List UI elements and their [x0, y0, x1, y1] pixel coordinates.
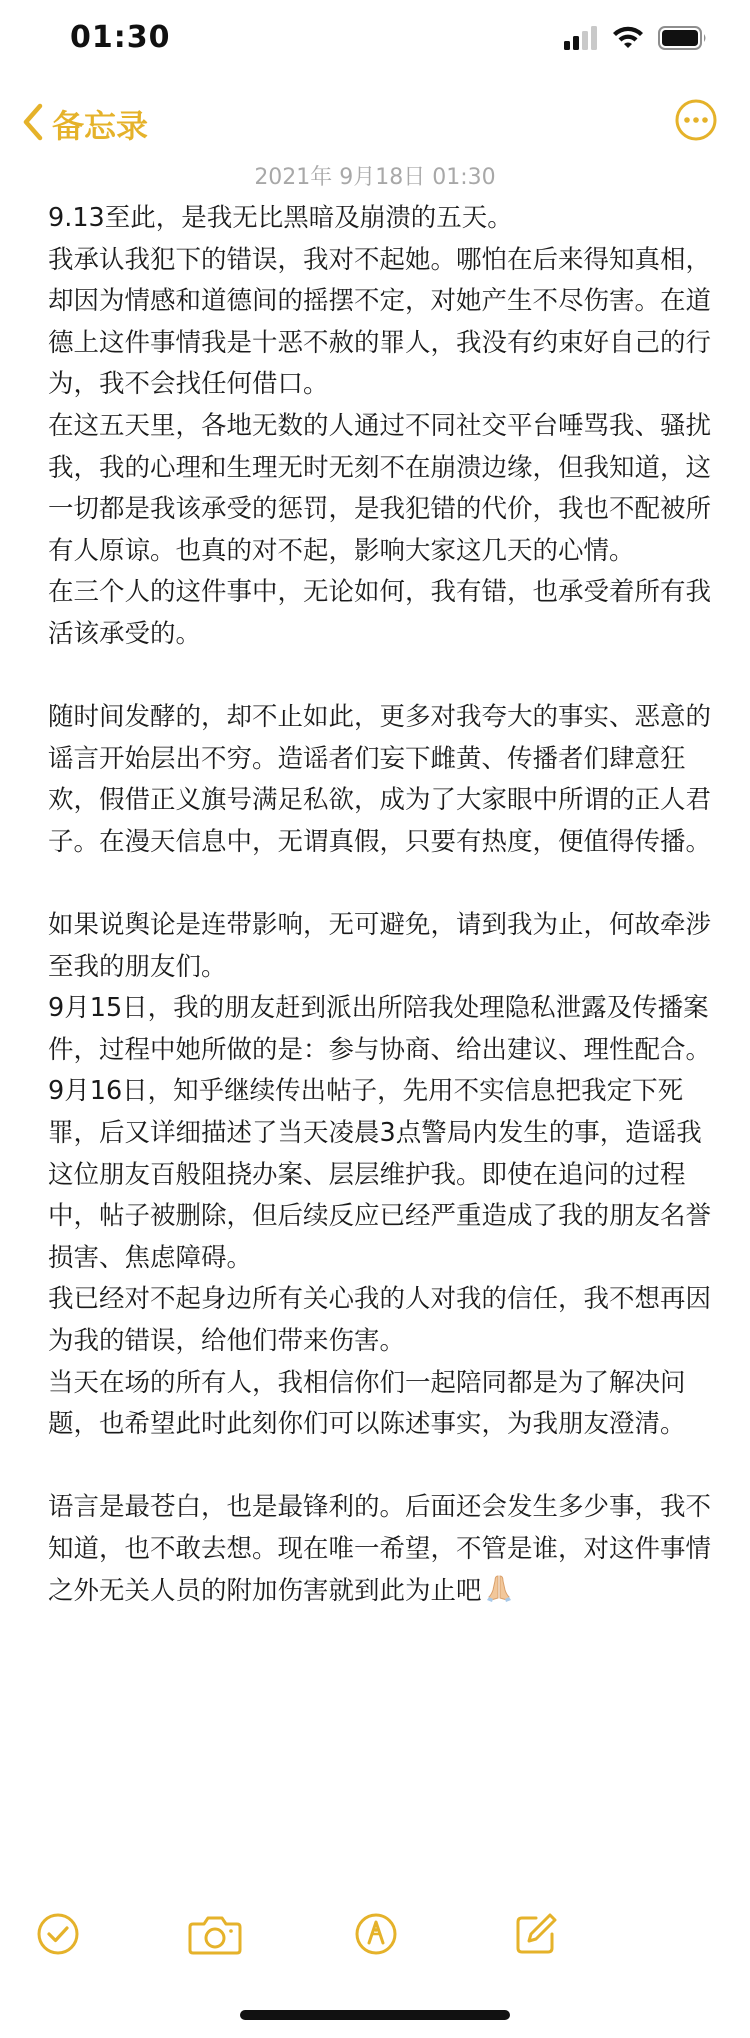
camera-icon	[186, 1943, 244, 1962]
note-body[interactable]	[48, 198, 713, 1616]
bottom-toolbar	[0, 1910, 750, 1974]
note-line-last	[48, 1487, 713, 1616]
checklist-icon	[34, 1943, 82, 1962]
note-line: 9.13至此，是我无比黑暗及崩溃的五天。	[48, 203, 513, 233]
note-blank-line	[48, 656, 713, 698]
note-date: 2021年 9月18日 01:30	[254, 165, 496, 190]
signal-icon	[564, 26, 598, 54]
note-line: 当天在场的所有人，我相信你们一起陪同都是为了解决问题，也希望此时此刻你们可以陈述事实，为我朋友澄清。	[48, 1367, 686, 1440]
status-icons	[564, 26, 708, 54]
compose-icon	[512, 1943, 560, 1962]
note-line: 我承认我犯下的错误，我对不起她。哪怕在后来得知真相，却因为情感和道德间的摇摆不定，对她产生不尽伤害。在道德上这件事情我是十恶不赦的罪人，我没有约束好自己的行为，我不会找任何借口。	[48, 244, 712, 400]
note-line: 在三个人的这件事中，无论如何，我有错，也承受着所有我活该承受的。	[48, 577, 712, 649]
compose-button[interactable]	[512, 1910, 560, 1958]
back-label: 备忘录	[52, 107, 149, 145]
note-line: 随时间发酵的，却不止如此，更多对我夸大的事实、恶意的谣言开始层出不穷。造谣者们妄下雌黄、传播者们肆意狂欢，假借正义旗号满足私欲，成为了大家眼中所谓的正人君子。在漫天信息中，无谓真假，只要有热度，便值得传播。	[48, 702, 712, 857]
camera-button[interactable]	[186, 1910, 244, 1958]
checklist-button[interactable]	[34, 1910, 82, 1958]
chevron-left-icon	[20, 102, 46, 146]
note-line: 在这五天里，各地无数的人通过不同社交平台唾骂我、骚扰我，我的心理和生理无时无刻不在崩溃边缘，但我知道，这一切都是我该承受的惩罚，是我犯错的代价，我也不配被所有人原谅。也真的对不起，影响大家这几天的心情。	[48, 410, 712, 566]
note-line: 如果说舆论是连带影响，无可避免，请到我为止，何故牵涉至我的朋友们。	[48, 910, 712, 982]
note-line: 我已经对不起身边所有关心我的人对我的信任，我不想再因为我的错误，给他们带来伤害。	[48, 1284, 712, 1357]
status-bar	[0, 0, 750, 88]
folded-hands-icon	[484, 1573, 514, 1617]
markup-button[interactable]	[352, 1910, 400, 1958]
back-button[interactable]	[20, 96, 148, 152]
nav-bar	[0, 96, 750, 152]
more-circle-icon	[674, 127, 718, 146]
status-time: 01:30	[70, 20, 171, 55]
more-button[interactable]	[674, 98, 718, 142]
note-line-text: 语言是最苍白，也是最锋利的。后面还会发生多少事，我不知道，也不敢去想。现在唯一希望，不管是谁，对这件事情之外无关人员的附加伤害就到此为止吧	[48, 1492, 712, 1606]
note-blank-line	[48, 864, 713, 906]
markup-icon	[352, 1943, 400, 1962]
battery-icon	[658, 26, 708, 54]
home-indicator[interactable]	[240, 2010, 510, 2020]
note-line: 9月16日，知乎继续传出帖子，先用不实信息把我定下死罪，后又详细描述了当天凌晨3点警局内发生的事，造谣我这位朋友百般阻挠办案、层层维护我。即使在追问的过程中，帖子被删除，但后续反应已经严重造成了我的朋友名誉损害、焦虑障碍。	[48, 1076, 712, 1273]
note-line: 9月15日，我的朋友赶到派出所陪我处理隐私泄露及传播案件，过程中她所做的是：参与协商、给出建议、理性配合。	[48, 993, 712, 1065]
note-blank-line	[48, 1446, 713, 1488]
wifi-icon	[612, 26, 644, 54]
